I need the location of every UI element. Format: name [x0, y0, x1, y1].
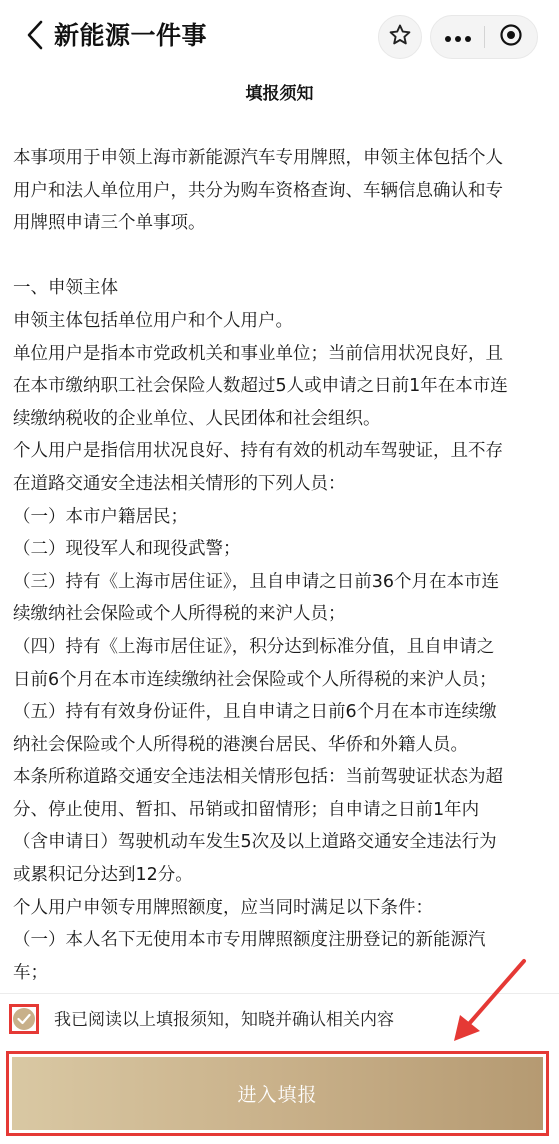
agreement-label[interactable]: 我已阅读以上填报须知，知晓并确认相关内容 — [54, 1010, 394, 1030]
notice-line: 或累积记分达到12分。 — [13, 865, 193, 886]
notice-line: 本事项用于申领上海市新能源汽车专用牌照，申领主体包括个人 — [13, 148, 503, 168]
target-close-icon — [499, 23, 523, 51]
notice-line: （五）持有有效身份证件，且自申请之日前6个月在本市连续缴 — [13, 702, 497, 723]
enter-form-button-label: 进入填报 — [237, 1084, 318, 1106]
back-button[interactable] — [22, 18, 48, 56]
close-button[interactable] — [485, 16, 537, 58]
annotation-highlight-box — [6, 1051, 549, 1136]
more-dots-icon — [444, 28, 472, 47]
notice-line: （一）本市户籍居民； — [13, 506, 188, 527]
notice-line: 纳社会保险或个人所得税的港澳台居民、华侨和外籍人员。 — [13, 734, 468, 755]
paragraph-gap — [13, 240, 547, 273]
notice-line: 分、停止使用、暂扣、吊销或扣留情形；自申请之日前1年内 — [13, 799, 480, 820]
notice-line: 续缴纳税收的企业单位、人民团体和社会组织。 — [13, 408, 381, 429]
notice-line: 用牌照申请三个单事项。 — [13, 213, 206, 234]
notice-line: 个人用户是指信用状况良好、持有有效的机动车驾驶证，且不存 — [13, 441, 503, 462]
notice-line: （一）本人名下无使用本市专用牌照额度注册登记的新能源汽 — [13, 930, 486, 951]
page-title: 新能源一件事 — [54, 21, 208, 50]
notice-line: 单位用户是指本市党政机关和事业单位；当前信用状况良好，且 — [13, 343, 503, 364]
notice-line: （三）持有《上海市居住证》，且自申请之日前36个月在本市连 — [13, 571, 500, 592]
notice-line: （四）持有《上海市居住证》，积分达到标准分值，且自申请之 — [13, 636, 495, 657]
chevron-left-icon — [26, 20, 44, 54]
checkmark-icon — [17, 1010, 31, 1029]
notice-line: 在本市缴纳职工社会保险人数超过5人或申请之日前1年在本市连 — [13, 376, 508, 397]
notice-line: 申领主体包括单位用户和个人用户。 — [13, 310, 293, 331]
notice-line: 在道路交通安全违法相关情形的下列人员： — [13, 473, 346, 494]
star-icon — [388, 23, 412, 51]
notice-line: 个人用户申领专用牌照额度，应当同时满足以下条件： — [13, 897, 433, 918]
notice-line: 日前6个月在本市连续缴纳社会保险或个人所得税的来沪人员； — [13, 669, 497, 690]
notice-line: 车； — [13, 962, 48, 980]
notice-line: 本条所称道路交通安全违法相关情形包括：当前驾驶证状态为超 — [13, 767, 503, 788]
notice-line: 一、申领主体 — [13, 278, 118, 299]
notice-line: 续缴纳社会保险或个人所得税的来沪人员； — [13, 604, 346, 625]
nav-bar — [0, 0, 559, 74]
bottom-bar — [0, 993, 559, 1144]
notice-title: 填报须知 — [245, 84, 314, 104]
checkbox-circle — [13, 1008, 35, 1030]
more-button[interactable] — [431, 16, 484, 58]
mini-program-capsule — [430, 15, 538, 59]
agreement-checkbox[interactable] — [9, 1004, 39, 1034]
notice-line: （二）现役军人和现役武警； — [13, 539, 241, 560]
notice-content[interactable] — [13, 142, 547, 980]
agreement-row[interactable] — [0, 994, 559, 1054]
notice-line: 用户和法人单位用户，共分为购车资格查询、车辆信息确认和专 — [13, 180, 503, 201]
notice-line: （含申请日）驾驶机动车发生5次及以上道路交通安全违法行为 — [13, 832, 497, 853]
favorite-button[interactable] — [378, 15, 422, 59]
